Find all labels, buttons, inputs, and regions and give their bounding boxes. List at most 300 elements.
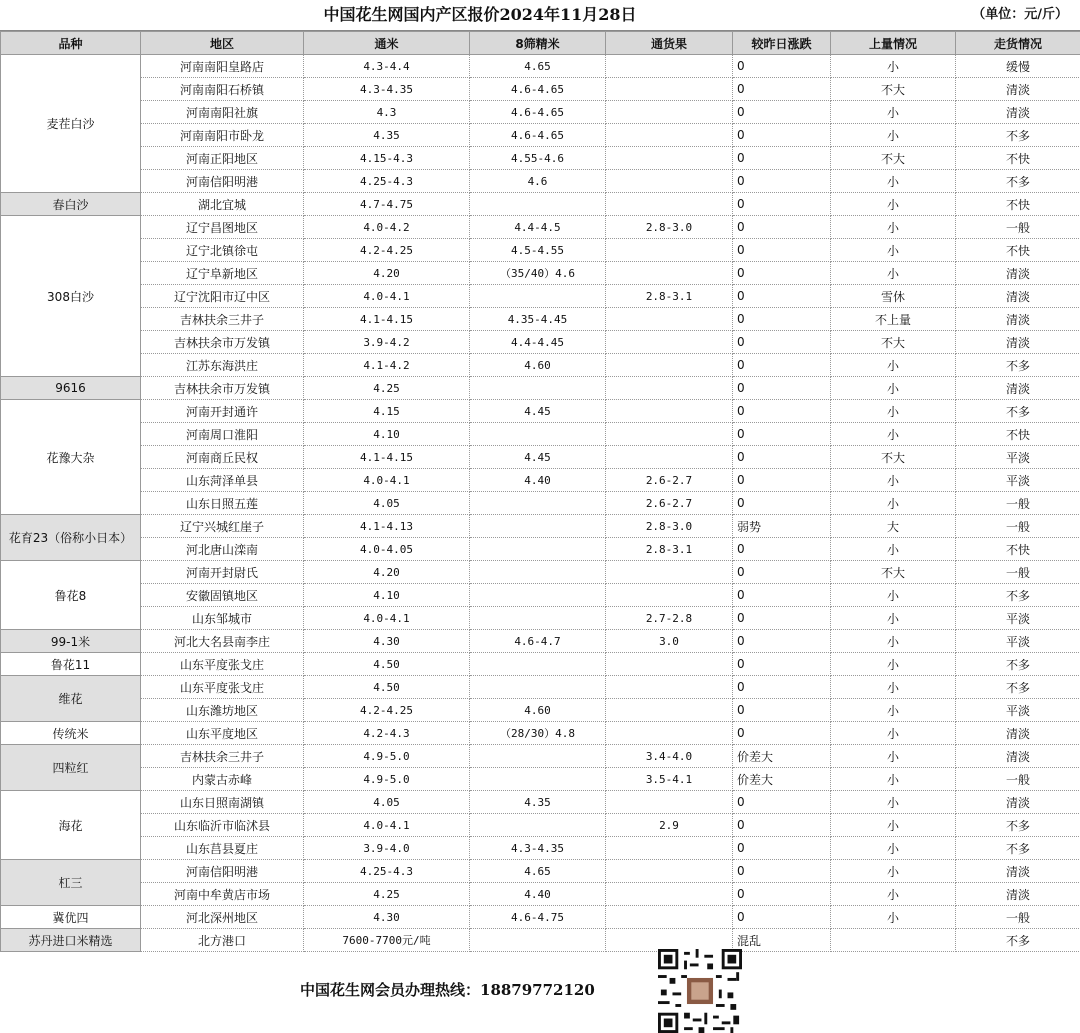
- region-cell: 北方港口: [141, 929, 304, 952]
- jingmi-cell: [470, 423, 606, 446]
- tongmi-cell: 7600-7700元/吨: [304, 929, 470, 952]
- jingmi-cell: 4.6-4.65: [470, 124, 606, 147]
- region-cell: 河南信阳明港: [141, 170, 304, 193]
- tonghuoguo-cell: 2.8-3.0: [606, 515, 733, 538]
- table-row: [1, 331, 1080, 354]
- change-cell: 0: [733, 492, 831, 515]
- table-row: [1, 538, 1080, 561]
- tongmi-cell: 4.1-4.15: [304, 308, 470, 331]
- change-cell: 0: [733, 607, 831, 630]
- jingmi-cell: 4.6-4.75: [470, 906, 606, 929]
- tonghuoguo-cell: 2.8-3.0: [606, 216, 733, 239]
- sales-cell: 不多: [956, 124, 1080, 147]
- tongmi-cell: 4.20: [304, 561, 470, 584]
- title-row: [0, 0, 1080, 31]
- jingmi-cell: 4.40: [470, 883, 606, 906]
- change-cell: 0: [733, 239, 831, 262]
- jingmi-cell: 4.5-4.55: [470, 239, 606, 262]
- tonghuoguo-cell: [606, 170, 733, 193]
- tonghuoguo-cell: [606, 722, 733, 745]
- supply-cell: 小: [831, 630, 956, 653]
- jingmi-cell: 4.55-4.6: [470, 147, 606, 170]
- jingmi-cell: 4.45: [470, 400, 606, 423]
- jingmi-cell: （35/40）4.6: [470, 262, 606, 285]
- variety-cell: 苏丹进口米精选: [1, 929, 141, 952]
- tonghuoguo-cell: [606, 193, 733, 216]
- jingmi-cell: 4.65: [470, 55, 606, 78]
- tonghuoguo-cell: [606, 147, 733, 170]
- sales-cell: 清淡: [956, 78, 1080, 101]
- tonghuoguo-cell: [606, 446, 733, 469]
- region-cell: 山东日照五莲: [141, 492, 304, 515]
- tongmi-cell: 4.15-4.3: [304, 147, 470, 170]
- supply-cell: 雪休: [831, 285, 956, 308]
- supply-cell: 小: [831, 423, 956, 446]
- table-row: [1, 239, 1080, 262]
- jingmi-cell: 4.4-4.45: [470, 331, 606, 354]
- variety-cell: 花育23（俗称小日本）: [1, 515, 141, 561]
- region-cell: 山东平度地区: [141, 722, 304, 745]
- region-cell: 河南南阳市卧龙: [141, 124, 304, 147]
- change-cell: 混乱: [733, 929, 831, 952]
- region-cell: 辽宁兴城红崖子: [141, 515, 304, 538]
- page-title: 中国花生网国内产区报价2024年11月28日: [323, 5, 637, 24]
- sales-cell: 清淡: [956, 883, 1080, 906]
- table-row: [1, 883, 1080, 906]
- supply-cell: 小: [831, 722, 956, 745]
- change-cell: 0: [733, 676, 831, 699]
- variety-cell: 春白沙: [1, 193, 141, 216]
- table-row: [1, 308, 1080, 331]
- jingmi-cell: 4.45: [470, 446, 606, 469]
- region-cell: 山东邹城市: [141, 607, 304, 630]
- tonghuoguo-cell: 2.6-2.7: [606, 492, 733, 515]
- change-cell: 0: [733, 377, 831, 400]
- change-cell: 0: [733, 561, 831, 584]
- supply-cell: 小: [831, 124, 956, 147]
- change-cell: 0: [733, 400, 831, 423]
- region-cell: 辽宁昌图地区: [141, 216, 304, 239]
- sales-cell: 清淡: [956, 331, 1080, 354]
- table-row: [1, 630, 1080, 653]
- tongmi-cell: 4.10: [304, 584, 470, 607]
- jingmi-cell: [470, 193, 606, 216]
- change-cell: 0: [733, 722, 831, 745]
- tongmi-cell: 4.20: [304, 262, 470, 285]
- table-row: [1, 814, 1080, 837]
- tonghuoguo-cell: [606, 262, 733, 285]
- region-cell: 辽宁北镇徐屯: [141, 239, 304, 262]
- tonghuoguo-cell: [606, 78, 733, 101]
- header-change: 较昨日涨跌: [733, 32, 831, 55]
- sales-cell: 不多: [956, 400, 1080, 423]
- change-cell: 0: [733, 354, 831, 377]
- change-cell: 0: [733, 538, 831, 561]
- sales-cell: 平淡: [956, 607, 1080, 630]
- jingmi-cell: [470, 814, 606, 837]
- table-row: [1, 837, 1080, 860]
- footer: [0, 945, 1080, 1033]
- sales-cell: 不多: [956, 929, 1080, 952]
- tongmi-cell: 4.2-4.25: [304, 239, 470, 262]
- header-tongmi: 通米: [304, 32, 470, 55]
- tongmi-cell: 4.1-4.2: [304, 354, 470, 377]
- sales-cell: 不多: [956, 354, 1080, 377]
- supply-cell: 小: [831, 584, 956, 607]
- region-cell: 山东临沂市临沭县: [141, 814, 304, 837]
- sales-cell: 清淡: [956, 860, 1080, 883]
- tongmi-cell: 4.50: [304, 653, 470, 676]
- tonghuoguo-cell: 2.8-3.1: [606, 285, 733, 308]
- supply-cell: 小: [831, 239, 956, 262]
- variety-cell: 传统米: [1, 722, 141, 745]
- sales-cell: 平淡: [956, 699, 1080, 722]
- table-row: [1, 55, 1080, 78]
- sales-cell: 不快: [956, 423, 1080, 446]
- change-cell: 0: [733, 147, 831, 170]
- tongmi-cell: 4.0-4.1: [304, 469, 470, 492]
- change-cell: 0: [733, 170, 831, 193]
- supply-cell: 大: [831, 515, 956, 538]
- tongmi-cell: 3.9-4.0: [304, 837, 470, 860]
- table-row: [1, 423, 1080, 446]
- supply-cell: 不大: [831, 561, 956, 584]
- region-cell: 辽宁阜新地区: [141, 262, 304, 285]
- header-tonghuoguo: 通货果: [606, 32, 733, 55]
- tongmi-cell: 4.1-4.15: [304, 446, 470, 469]
- tonghuoguo-cell: 2.9: [606, 814, 733, 837]
- table-row: [1, 860, 1080, 883]
- sales-cell: 清淡: [956, 722, 1080, 745]
- header-row: [1, 32, 1080, 55]
- change-cell: 0: [733, 446, 831, 469]
- tongmi-cell: 4.1-4.13: [304, 515, 470, 538]
- jingmi-cell: 4.6-4.7: [470, 630, 606, 653]
- sales-cell: 不多: [956, 676, 1080, 699]
- change-cell: 0: [733, 906, 831, 929]
- supply-cell: 小: [831, 699, 956, 722]
- region-cell: 吉林扶余市万发镇: [141, 331, 304, 354]
- tongmi-cell: 4.30: [304, 630, 470, 653]
- sales-cell: 清淡: [956, 745, 1080, 768]
- variety-cell: 冀优四: [1, 906, 141, 929]
- tonghuoguo-cell: [606, 101, 733, 124]
- jingmi-cell: 4.60: [470, 354, 606, 377]
- supply-cell: 小: [831, 768, 956, 791]
- variety-cell: 鲁花11: [1, 653, 141, 676]
- sales-cell: 不多: [956, 653, 1080, 676]
- table-row: [1, 561, 1080, 584]
- tonghuoguo-cell: 2.7-2.8: [606, 607, 733, 630]
- sales-cell: 不多: [956, 584, 1080, 607]
- sales-cell: 不多: [956, 837, 1080, 860]
- tongmi-cell: 4.35: [304, 124, 470, 147]
- change-cell: 0: [733, 285, 831, 308]
- supply-cell: 小: [831, 101, 956, 124]
- change-cell: 弱势: [733, 515, 831, 538]
- table-row: [1, 124, 1080, 147]
- change-cell: 0: [733, 883, 831, 906]
- supply-cell: 小: [831, 653, 956, 676]
- variety-cell: 海花: [1, 791, 141, 860]
- sales-cell: 清淡: [956, 101, 1080, 124]
- region-cell: 山东平度张戈庄: [141, 676, 304, 699]
- table-row: [1, 745, 1080, 768]
- sales-cell: 缓慢: [956, 55, 1080, 78]
- change-cell: 0: [733, 860, 831, 883]
- tonghuoguo-cell: [606, 308, 733, 331]
- jingmi-cell: 4.65: [470, 860, 606, 883]
- jingmi-cell: [470, 653, 606, 676]
- change-cell: 0: [733, 124, 831, 147]
- tongmi-cell: 4.9-5.0: [304, 768, 470, 791]
- tonghuoguo-cell: [606, 354, 733, 377]
- tonghuoguo-cell: 3.5-4.1: [606, 768, 733, 791]
- region-cell: 山东潍坊地区: [141, 699, 304, 722]
- sales-cell: 不快: [956, 538, 1080, 561]
- sales-cell: 平淡: [956, 630, 1080, 653]
- table-row: [1, 78, 1080, 101]
- header-variety: 品种: [1, 32, 141, 55]
- change-cell: 0: [733, 331, 831, 354]
- region-cell: 内蒙古赤峰: [141, 768, 304, 791]
- region-cell: 河南南阳石桥镇: [141, 78, 304, 101]
- supply-cell: 小: [831, 55, 956, 78]
- region-cell: 山东菏泽单县: [141, 469, 304, 492]
- change-cell: 0: [733, 55, 831, 78]
- variety-cell: 杠三: [1, 860, 141, 906]
- jingmi-cell: [470, 745, 606, 768]
- region-cell: 山东日照南湖镇: [141, 791, 304, 814]
- region-cell: 河南南阳皇路店: [141, 55, 304, 78]
- table-row: [1, 446, 1080, 469]
- tongmi-cell: 4.25-4.3: [304, 170, 470, 193]
- region-cell: 河北唐山滦南: [141, 538, 304, 561]
- change-cell: 0: [733, 837, 831, 860]
- variety-cell: 花豫大杂: [1, 400, 141, 515]
- tonghuoguo-cell: 3.0: [606, 630, 733, 653]
- tongmi-cell: 4.25: [304, 883, 470, 906]
- jingmi-cell: [470, 515, 606, 538]
- tongmi-cell: 4.0-4.1: [304, 607, 470, 630]
- tonghuoguo-cell: [606, 906, 733, 929]
- change-cell: 价差大: [733, 745, 831, 768]
- table-body: [1, 55, 1080, 952]
- hotline-text: 中国花生网会员办理热线：18879772120: [300, 981, 595, 999]
- tonghuoguo-cell: [606, 791, 733, 814]
- tongmi-cell: 4.0-4.05: [304, 538, 470, 561]
- supply-cell: 不上量: [831, 308, 956, 331]
- price-table: [0, 31, 1080, 952]
- table-row: [1, 147, 1080, 170]
- change-cell: 0: [733, 216, 831, 239]
- sales-cell: 清淡: [956, 308, 1080, 331]
- change-cell: 0: [733, 193, 831, 216]
- jingmi-cell: 4.6-4.65: [470, 78, 606, 101]
- change-cell: 0: [733, 791, 831, 814]
- header-supply: 上量情况: [831, 32, 956, 55]
- table-row: [1, 584, 1080, 607]
- jingmi-cell: 4.40: [470, 469, 606, 492]
- tongmi-cell: 4.9-5.0: [304, 745, 470, 768]
- region-cell: 江苏东海洪庄: [141, 354, 304, 377]
- sales-cell: 一般: [956, 216, 1080, 239]
- tongmi-cell: 4.10: [304, 423, 470, 446]
- tonghuoguo-cell: 3.4-4.0: [606, 745, 733, 768]
- header-jingmi: 8筛精米: [470, 32, 606, 55]
- region-cell: 河南中牟黄店市场: [141, 883, 304, 906]
- tongmi-cell: 4.2-4.25: [304, 699, 470, 722]
- sales-cell: 清淡: [956, 285, 1080, 308]
- tongmi-cell: 4.3-4.4: [304, 55, 470, 78]
- variety-cell: 四粒红: [1, 745, 141, 791]
- supply-cell: 不大: [831, 78, 956, 101]
- table-row: [1, 906, 1080, 929]
- tonghuoguo-cell: [606, 239, 733, 262]
- jingmi-cell: 4.6: [470, 170, 606, 193]
- tonghuoguo-cell: [606, 860, 733, 883]
- supply-cell: 小: [831, 883, 956, 906]
- change-cell: 0: [733, 699, 831, 722]
- change-cell: 0: [733, 262, 831, 285]
- tonghuoguo-cell: [606, 55, 733, 78]
- tongmi-cell: 4.7-4.75: [304, 193, 470, 216]
- change-cell: 0: [733, 78, 831, 101]
- sales-cell: 清淡: [956, 377, 1080, 400]
- jingmi-cell: 4.35: [470, 791, 606, 814]
- sales-cell: 一般: [956, 515, 1080, 538]
- tonghuoguo-cell: [606, 883, 733, 906]
- supply-cell: 小: [831, 469, 956, 492]
- tonghuoguo-cell: [606, 584, 733, 607]
- region-cell: 河南信阳明港: [141, 860, 304, 883]
- header-sales: 走货情况: [956, 32, 1080, 55]
- table-row: [1, 193, 1080, 216]
- variety-cell: 99-1米: [1, 630, 141, 653]
- change-cell: 0: [733, 308, 831, 331]
- variety-cell: 308白沙: [1, 216, 141, 377]
- supply-cell: 小: [831, 492, 956, 515]
- tonghuoguo-cell: [606, 124, 733, 147]
- supply-cell: 小: [831, 791, 956, 814]
- sales-cell: 一般: [956, 906, 1080, 929]
- supply-cell: 不大: [831, 147, 956, 170]
- sales-cell: 平淡: [956, 469, 1080, 492]
- tongmi-cell: 3.9-4.2: [304, 331, 470, 354]
- region-cell: 湖北宜城: [141, 193, 304, 216]
- table-row: [1, 791, 1080, 814]
- tongmi-cell: 4.50: [304, 676, 470, 699]
- change-cell: 0: [733, 423, 831, 446]
- tongmi-cell: 4.2-4.3: [304, 722, 470, 745]
- region-cell: 吉林扶余市万发镇: [141, 377, 304, 400]
- sales-cell: 一般: [956, 768, 1080, 791]
- jingmi-cell: [470, 584, 606, 607]
- supply-cell: 不大: [831, 446, 956, 469]
- jingmi-cell: [470, 676, 606, 699]
- tonghuoguo-cell: [606, 377, 733, 400]
- variety-cell: 鲁花8: [1, 561, 141, 630]
- jingmi-cell: 4.3-4.35: [470, 837, 606, 860]
- tongmi-cell: 4.30: [304, 906, 470, 929]
- tonghuoguo-cell: [606, 423, 733, 446]
- region-cell: 河北深州地区: [141, 906, 304, 929]
- jingmi-cell: [470, 538, 606, 561]
- jingmi-cell: [470, 768, 606, 791]
- supply-cell: 不大: [831, 331, 956, 354]
- table-row: [1, 262, 1080, 285]
- table-row: [1, 722, 1080, 745]
- variety-cell: 麦茬白沙: [1, 55, 141, 193]
- sales-cell: 清淡: [956, 791, 1080, 814]
- tonghuoguo-cell: [606, 676, 733, 699]
- jingmi-cell: [470, 607, 606, 630]
- change-cell: 0: [733, 101, 831, 124]
- region-cell: 河南商丘民权: [141, 446, 304, 469]
- table-row: [1, 469, 1080, 492]
- jingmi-cell: [470, 561, 606, 584]
- jingmi-cell: 4.6-4.65: [470, 101, 606, 124]
- region-cell: 河南周口淮阳: [141, 423, 304, 446]
- change-cell: 0: [733, 630, 831, 653]
- region-cell: 吉林扶余三井子: [141, 308, 304, 331]
- tongmi-cell: 4.15: [304, 400, 470, 423]
- tongmi-cell: 4.05: [304, 492, 470, 515]
- tonghuoguo-cell: [606, 837, 733, 860]
- table-row: [1, 170, 1080, 193]
- supply-cell: 小: [831, 170, 956, 193]
- jingmi-cell: [470, 492, 606, 515]
- change-cell: 0: [733, 469, 831, 492]
- sales-cell: 不快: [956, 147, 1080, 170]
- header-region: 地区: [141, 32, 304, 55]
- sales-cell: 一般: [956, 561, 1080, 584]
- region-cell: 山东平度张戈庄: [141, 653, 304, 676]
- supply-cell: 小: [831, 216, 956, 239]
- supply-cell: 小: [831, 193, 956, 216]
- supply-cell: 小: [831, 906, 956, 929]
- tonghuoguo-cell: [606, 561, 733, 584]
- qr-code-icon: [656, 949, 744, 1033]
- supply-cell: 小: [831, 837, 956, 860]
- region-cell: 辽宁沈阳市辽中区: [141, 285, 304, 308]
- table-row: [1, 676, 1080, 699]
- supply-cell: 小: [831, 676, 956, 699]
- tonghuoguo-cell: [606, 653, 733, 676]
- variety-cell: 维花: [1, 676, 141, 722]
- tonghuoguo-cell: 2.8-3.1: [606, 538, 733, 561]
- region-cell: 河南开封通许: [141, 400, 304, 423]
- table-row: [1, 607, 1080, 630]
- tonghuoguo-cell: [606, 331, 733, 354]
- supply-cell: 小: [831, 607, 956, 630]
- change-cell: 0: [733, 814, 831, 837]
- tonghuoguo-cell: 2.6-2.7: [606, 469, 733, 492]
- jingmi-cell: [470, 377, 606, 400]
- jingmi-cell: （28/30）4.8: [470, 722, 606, 745]
- region-cell: 山东莒县夏庄: [141, 837, 304, 860]
- tongmi-cell: 4.3: [304, 101, 470, 124]
- table-row: [1, 101, 1080, 124]
- jingmi-cell: [470, 285, 606, 308]
- tongmi-cell: 4.05: [304, 791, 470, 814]
- unit-label: （单位：元/斤）: [972, 7, 1068, 22]
- change-cell: 0: [733, 584, 831, 607]
- supply-cell: 小: [831, 400, 956, 423]
- change-cell: 价差大: [733, 768, 831, 791]
- sales-cell: 平淡: [956, 446, 1080, 469]
- tongmi-cell: 4.25-4.3: [304, 860, 470, 883]
